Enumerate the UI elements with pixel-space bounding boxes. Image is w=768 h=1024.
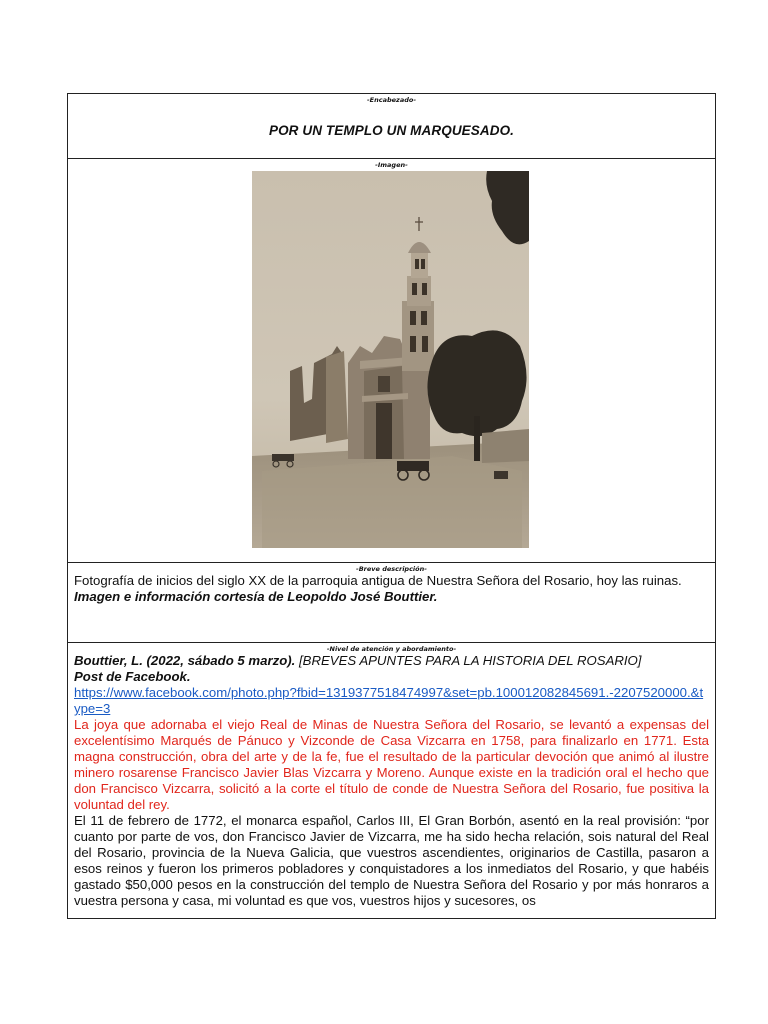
image-credit: Imagen e información cortesía de Leopoldo José Bouttier.	[74, 589, 438, 604]
description-text: Fotografía de inicios del siglo XX de la parroquia antigua de Nuestra Señora del Rosario, hoy las ruinas.	[74, 573, 682, 588]
description-section-label: -Breve descripción-	[356, 565, 427, 573]
facebook-link[interactable]: https://www.facebook.com/photo.php?fbid=1319377518474997&set=pb.100012082845691.-2207520000.&type=3	[74, 685, 704, 716]
description-section	[68, 563, 715, 643]
citation-link-line	[68, 685, 715, 717]
image-section-label: -Imagen-	[375, 161, 408, 169]
reference-section-label: -Nivel de atención y abordamiento-	[326, 645, 457, 653]
citation-work: [BREVES APUNTES PARA LA HISTORIA DEL ROSARIO]	[295, 653, 642, 668]
citation	[68, 653, 715, 669]
body-paragraph: El 11 de febrero de 1772, el monarca español, Carlos III, El Gran Borbón, asentó en la real provisión: “por cuanto por parte de vos, don Francisco Javier de Vizcarra, me ha sido hecha relación, sois natural del Real del Rosario, provincia de la Nueva Galicia, que vuestros ascendientes, originarios de Castilla, pasaron a esos reinos y fueron los primeros pobladores y conquistadores a los inmediatos del Rosario, y que habéis gastado $50,000 pesos en la construcción del templo de Nuestra Señora del Rosario y por más honraros a vuestra persona y casa, mi voluntad es que vos, vuestros hijos y sucesores, os	[74, 813, 709, 908]
red-paragraph: La joya que adornaba el viejo Real de Minas de Nuestra Señora del Rosario, se levantó a expensas del excelentísimo Marqués de Pánuco y Vizconde de Casa Vizcarra en 1758, para finalizarlo en 1771. Esta magna construcción, obra del arte y de la fe, fue el resultado de la particular devoción que animó al ilustre minero rosarense Francisco Javier Blas Vizcarra y Moreno. Aunque existe en la tradición oral el hecho que don Francisco Vizcarra, solicitó a la corte el título de conde de Nuestra Señora del Rosario, fue positiva la voluntad del rey.	[74, 717, 709, 812]
citation-source: Post de Facebook.	[74, 669, 191, 684]
image-section	[68, 159, 715, 563]
reference-section	[68, 643, 715, 919]
citation-author: Bouttier, L. (2022, sábado 5 marzo).	[74, 653, 296, 668]
header-section	[68, 94, 715, 159]
document-table	[67, 93, 716, 919]
church-photograph	[252, 171, 529, 548]
header-section-label: -Encabezado-	[366, 96, 417, 104]
document-title: POR UN TEMPLO UN MARQUESADO.	[268, 123, 515, 138]
